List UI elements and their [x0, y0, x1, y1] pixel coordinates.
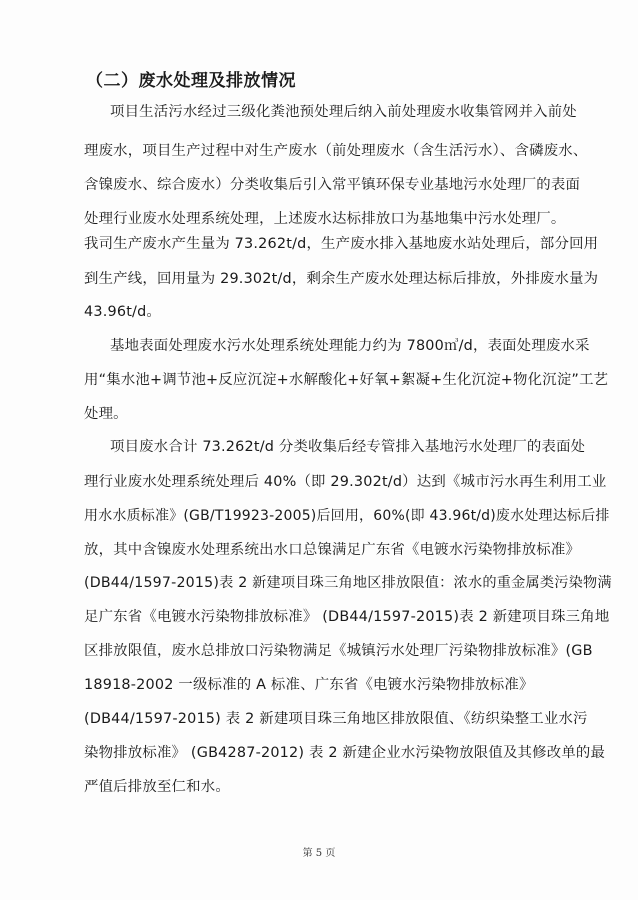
text-line: 基地表面处理废水污水处理系统处理能力约为 7800㎥/d，表面处理废水采: [110, 338, 590, 354]
text-line: (DB44/1597-2015)表 2 新建项目珠三角地区排放限值：浓水的重金属类污染物满: [84, 575, 612, 591]
text-line: 项目废水合计 73.262t/d 分类收集后经专管排入基地污水处理厂的表面处: [110, 439, 586, 455]
text-line: 放，其中含镍废水处理系统出水口总镍满足广东省《电镀水污染物排放标准》: [84, 542, 581, 558]
text-line: 处理。: [84, 406, 128, 422]
text-line: 严值后排放至仁和水。: [84, 779, 230, 795]
text-line: 我司生产废水产生量为 73.262t/d，生产废水排入基地废水站处理后，部分回用: [84, 236, 599, 252]
text-line: 43.96t/d。: [84, 304, 162, 320]
text-line: 用“集水池+调节池+反应沉淀+水解酸化+好氧+絮凝+生化沉淀+物化沉淀”工艺: [84, 372, 609, 388]
text-line: 用水水质标准》(GB/T19923-2005)后回用，60%(即 43.96t/d)废水处理达标后排: [84, 508, 610, 524]
text-line: 处理行业废水处理系统处理，上述废水达标排放口为基地集中污水处理厂。: [84, 211, 566, 227]
section-heading: （二）废水处理及排放情况: [86, 71, 296, 91]
text-line: 到生产线，回用量为 29.302t/d，剩余生产废水处理达标后排放，外排废水量为: [84, 271, 599, 287]
text-line: 含镍废水、综合废水）分类收集后引入常平镇环保专业基地污水处理厂的表面: [84, 177, 581, 193]
page-number: 第 5 页: [302, 848, 336, 859]
text-line: 理废水，项目生产过程中对生产废水（前处理废水（含生活污水）、含磷废水、: [84, 143, 588, 159]
text-line: (DB44/1597-2015) 表 2 新建项目珠三角地区排放限值、《纺织染整工业水污: [84, 711, 588, 727]
text-line: 区排放限值，废水总排放口污染物满足《城镇污水处理厂污染物排放标准》(GB: [84, 643, 593, 659]
text-line: 18918-2002 一级标准的 A 标准、广东省《电镀水污染物排放标准》: [84, 677, 534, 693]
text-line: 项目生活污水经过三级化粪池预处理后纳入前处理废水收集管网并入前处: [110, 104, 577, 120]
text-line: 理行业废水处理系统处理后 40%（即 29.302t/d）达到《城市污水再生利用工业: [84, 474, 607, 490]
text-line: 染物排放标准》 (GB4287-2012) 表 2 新建企业水污染物放限值及其修改单的最: [84, 745, 606, 761]
text-line: 足广东省《电镀水污染物排放标准》 (DB44/1597-2015)表 2 新建项目珠三角地: [84, 609, 610, 625]
